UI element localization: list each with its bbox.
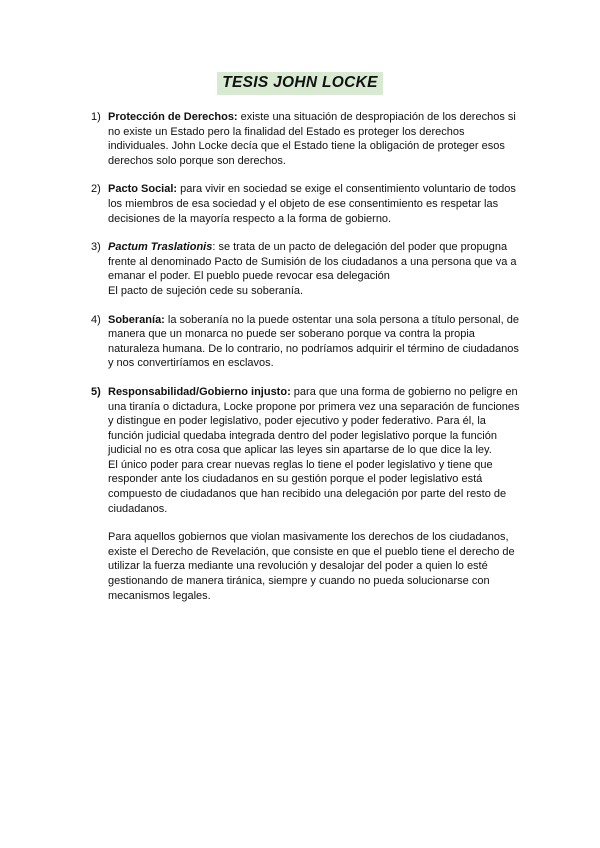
thesis-list (91, 110, 523, 603)
item-paragraph (108, 385, 523, 516)
item-number: 1) (91, 111, 101, 123)
item-paragraph (108, 182, 523, 226)
list-item-5 (91, 385, 523, 603)
item-label: Pacto Social: (108, 183, 178, 196)
item-number: 2) (91, 183, 101, 196)
item-text: : se trata de un pacto de delegación del poder que propugna frente al denominado Pacto de Sumisión de los ciudadanos a una persona que va a emanar el poder. El pueblo puede revocar esa delegación (108, 241, 517, 283)
item-paragraph (108, 110, 523, 168)
item-text-continued: El pacto de sujeción cede su soberanía. (108, 284, 304, 297)
item-label: Pactum Traslationis (108, 241, 213, 254)
document-title: TESIS JOHN LOCKE (217, 72, 383, 95)
list-item-2 (91, 182, 523, 226)
item-number: 4) (91, 313, 101, 326)
item-text-continued: El único poder para crear nuevas reglas lo tiene el poder legislativo y tiene que responder ante los ciudadanos en su gestión porque el poder legislativo está compuesto de ciudadanos que han recibido una delegación por parte del resto de ciudadanos. (108, 458, 507, 515)
item-label: Soberanía: (108, 313, 165, 326)
item-paragraph (108, 240, 523, 298)
item-text: para vivir en sociedad se exige el consentimiento voluntario de todos los miembros de esa sociedad y el objeto de ese consentimiento es respetar las decisiones de la mayoría respecto a la forma de gobierno. (108, 183, 516, 225)
item-number: 5) (91, 385, 101, 398)
item-second-paragraph: Para aquellos gobiernos que violan masivamente los derechos de los ciudadanos, existe el Derecho de Revelación, que consiste en que el pueblo tiene el derecho de utilizar la fuerza mediante una revolución y desalojar del poder a quien lo esté gestionando de manera tiránica, siempre y cuando no pueda solucionarse con mecanismos legales. (108, 531, 515, 602)
list-item-4 (91, 313, 523, 371)
item-text: para que una forma de gobierno no peligre en una tiranía o dictadura, Locke propone por primera vez una separación de funciones y distingue en poder legislativo, poder ejecutivo y poder federativo. Para él, la función judicial quedaba integrada dentro del poder legislativo porque la función judicial no es otra cosa que aplicar las leyes sin apartarse de lo que dice la ley. (108, 385, 520, 457)
title-container (0, 72, 600, 95)
item-text: existe una situación de despropiación de los derechos si no existe un Estado pero la finalidad del Estado es proteger los derechos individuales. John Locke decía que el Estado tiene la obligación de proteger esos derechos solo porque son derechos. (108, 111, 516, 167)
list-item-3 (91, 240, 523, 298)
item-label: Responsabilidad/Gobierno injusto: (108, 385, 291, 398)
item-text: la soberanía no la puede ostentar una sola persona a título personal, de manera que un monarca no puede ser soberano porque va contra la propia naturaleza humana. De lo contrario, no podríamos adquirir el término de ciudadanos y nos convertiríamos en esclavos. (108, 313, 519, 370)
item-paragraph (108, 313, 523, 371)
list-item-1 (91, 110, 523, 168)
item-label: Protección de Derechos: (108, 111, 238, 123)
item-number: 3) (91, 241, 101, 254)
